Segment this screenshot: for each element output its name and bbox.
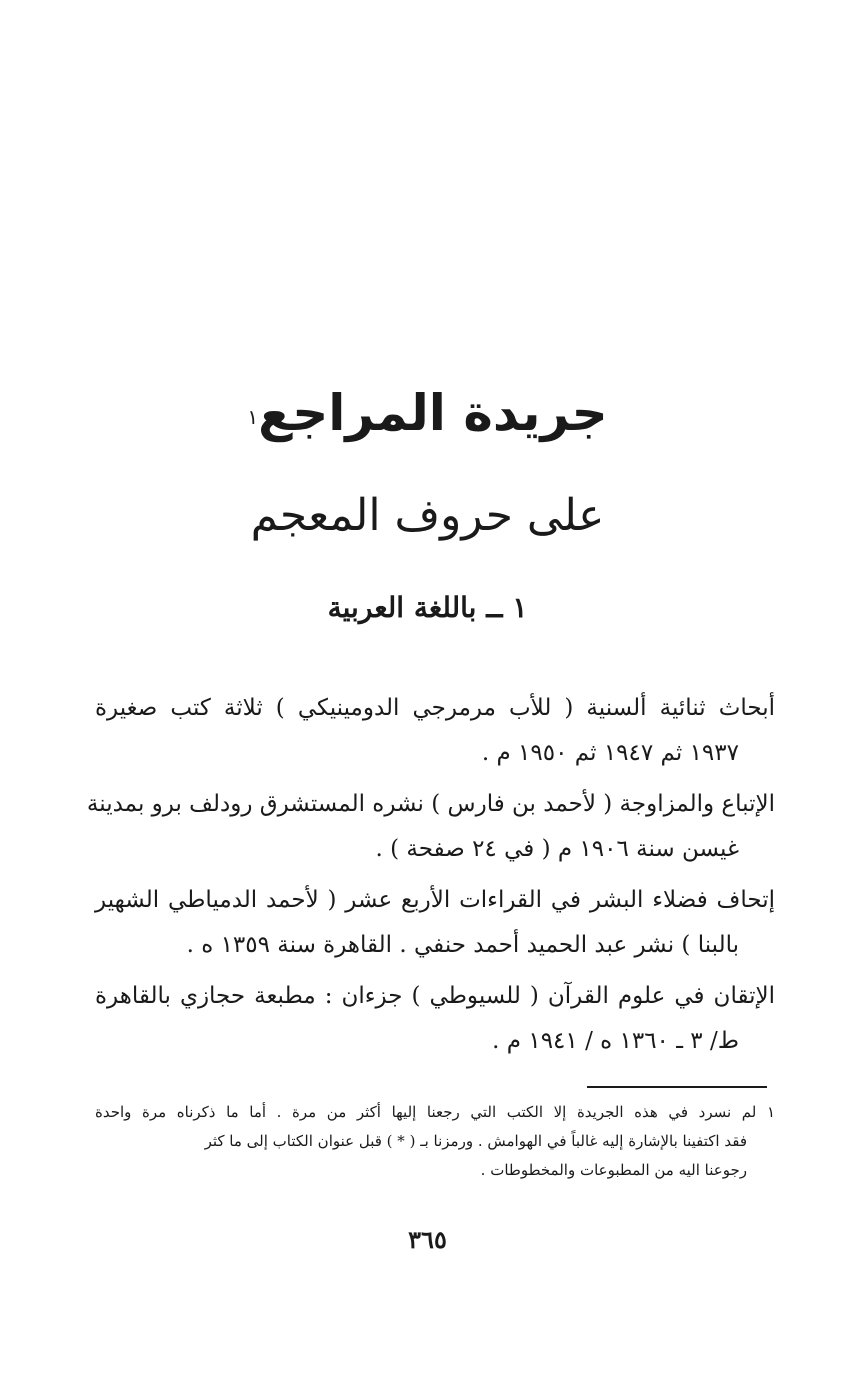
section-heading: ١ ــ باللغة العربية <box>327 591 528 624</box>
reference-entry <box>95 878 775 968</box>
footnote-divider <box>587 1086 767 1088</box>
page-title <box>0 378 855 448</box>
title-text: جريدة المراجع <box>258 384 608 442</box>
reference-entry-continuation: ط/ ٣ ـ ١٣٦٠ ه / ١٩٤١ م . <box>492 1028 739 1054</box>
footnote <box>95 1098 775 1185</box>
reference-entry-line: إتحاف فضلاء البشر في القراءات الأربع عشر ( لأحمد الدمياطي الشهير <box>95 887 775 913</box>
reference-entry-line: أبحاث ثنائية ألسنية ( للأب مرمرجي الدومينيكي ) ثلاثة كتب صغيرة <box>95 695 775 721</box>
reference-entry-continuation: ١٩٣٧ ثم ١٩٤٧ ثم ١٩٥٠ م . <box>481 740 739 766</box>
reference-entry-continuation: غيسن سنة ١٩٠٦ م ( في ٢٤ صفحة ) . <box>375 836 739 862</box>
reference-entry <box>86 782 775 872</box>
reference-entry <box>95 974 775 1064</box>
reference-entry-line: الإتباع والمزاوجة ( لأحمد بن فارس ) نشره المستشرق رودلف برو بمدينة <box>86 791 775 817</box>
footnote-line: فقد اكتفينا بالإشارة إليه غالباً في الهوامش . ورمزنا بـ ( * ) قبل عنوان الكتاب إلى ما كثر <box>204 1132 747 1150</box>
footnote-line: ١ لم نسرد في هذه الجريدة إلا الكتب التي رجعنا إليها أكثر من مرة . أما ما ذكرناه مرة واحدة <box>95 1103 775 1121</box>
reference-entry-continuation: بالبنا ) نشر عبد الحميد أحمد حنفي . القاهرة سنة ١٣٥٩ ه . <box>186 932 739 958</box>
page-subtitle: على حروف المعجم <box>250 490 605 541</box>
title-footnote-mark: ١ <box>247 405 259 429</box>
footnote-line: رجوعنا اليه من المطبوعات والمخطوطات . <box>480 1161 747 1179</box>
reference-entry-line: الإتقان في علوم القرآن ( للسيوطي ) جزءان : مطبعة حجازي بالقاهرة <box>95 983 775 1009</box>
page-number: ٣٦٥ <box>408 1225 447 1254</box>
reference-list <box>86 686 775 1070</box>
reference-entry <box>95 686 775 776</box>
